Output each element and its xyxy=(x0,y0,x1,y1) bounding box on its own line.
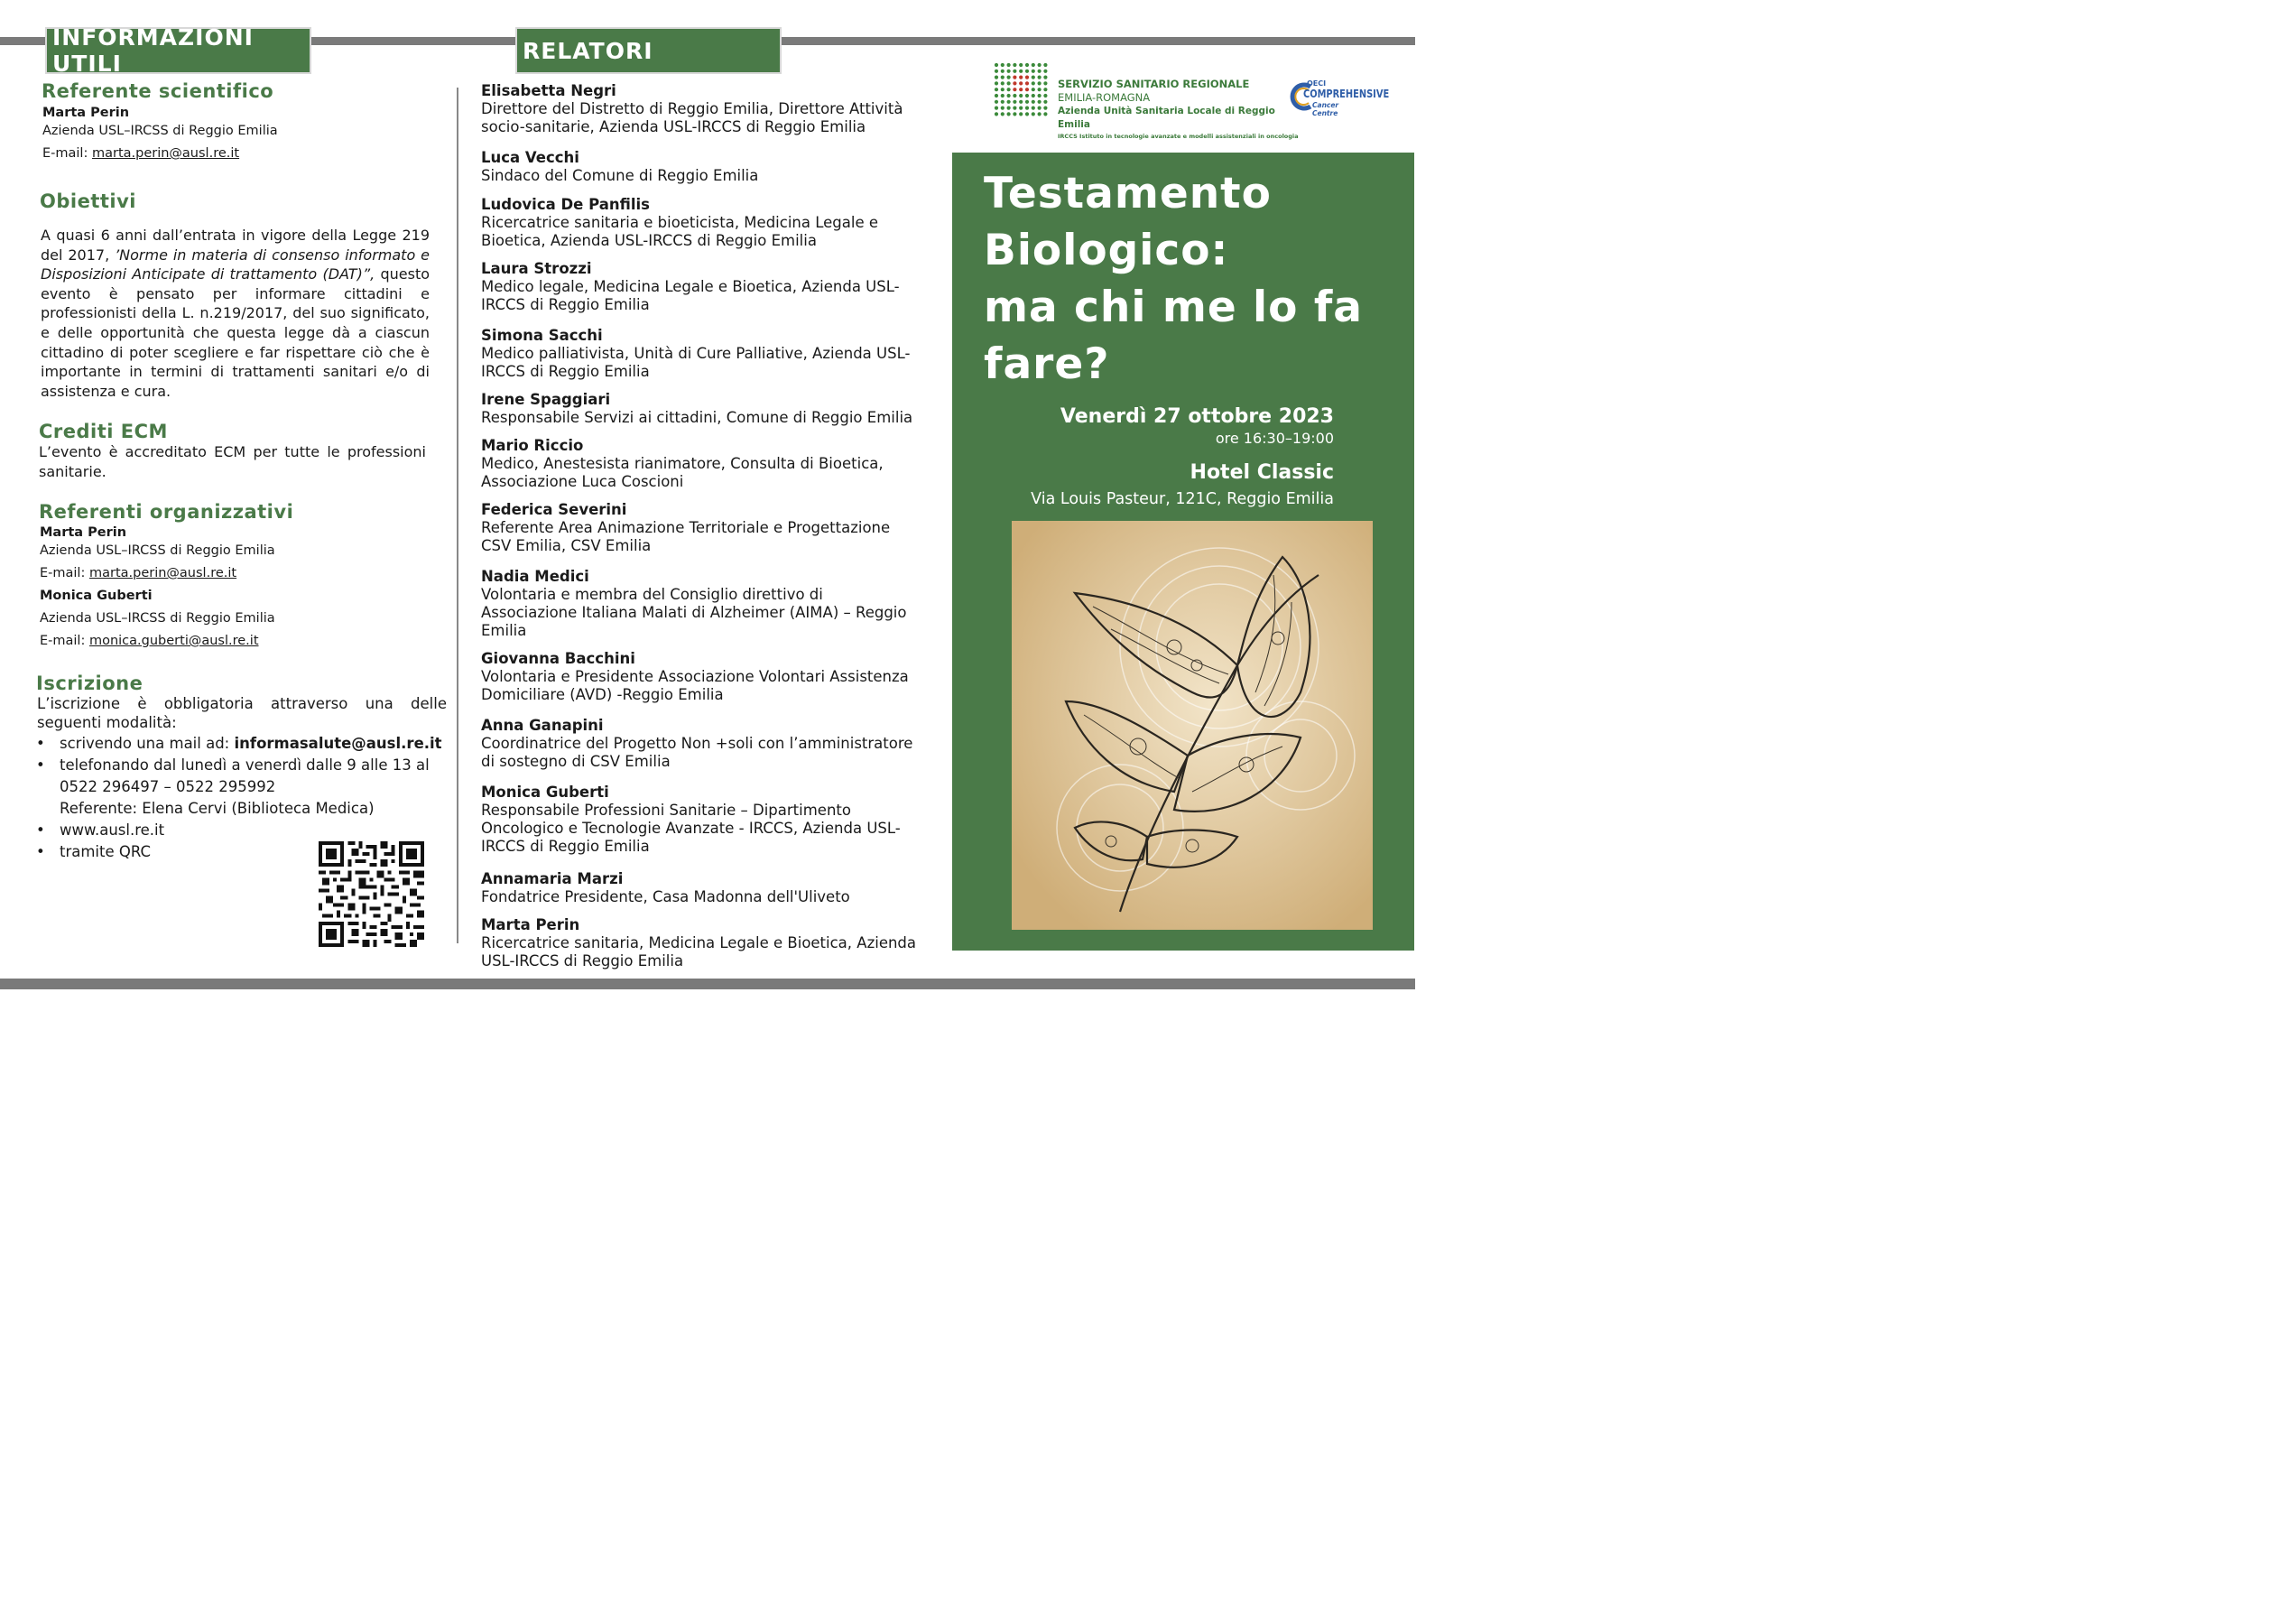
iscrizione-phone-text: telefonando dal lunedì a venerdì dalle 9 alle 13 al 0522 296497 – 0522 295992 xyxy=(60,756,430,795)
logo-dot xyxy=(1013,76,1016,79)
logo-dot xyxy=(1001,88,1004,91)
speaker-name: Giovanna Bacchini xyxy=(481,650,635,667)
logo-dot xyxy=(1001,76,1004,79)
crediti-ecm-title: Crediti ECM xyxy=(39,421,168,442)
logo-dot xyxy=(995,81,998,85)
obiettivi-title: Obiettivi xyxy=(40,190,136,212)
logo-dot xyxy=(1025,107,1029,110)
logo-dot xyxy=(1001,94,1004,97)
logo-dot xyxy=(1007,76,1011,79)
referente-org-1-org: Azienda USL–IRCSS di Reggio Emilia xyxy=(40,543,275,558)
speaker-item xyxy=(481,784,923,856)
speaker-item xyxy=(481,196,923,250)
bullet-icon: • xyxy=(36,843,45,860)
logo-dot xyxy=(1013,70,1016,73)
speaker-role: Sindaco del Comune di Reggio Emilia xyxy=(481,167,759,184)
iscrizione-intro: L’iscrizione è obbligatoria attraverso una delle seguenti modalità: xyxy=(37,695,447,731)
speaker-item xyxy=(481,650,923,704)
referente-org-1-name: Marta Perin xyxy=(40,525,127,540)
ssr-line3: Azienda Unità Sanitaria Locale di Reggio Emilia xyxy=(1058,106,1275,130)
title-line: Testamento xyxy=(984,169,1272,218)
bullet-icon: • xyxy=(36,756,45,774)
iscrizione-qr-text: tramite QRC xyxy=(60,843,152,860)
bullet-icon: • xyxy=(36,735,45,752)
logo-dot xyxy=(1032,100,1035,104)
logo-dot xyxy=(1038,112,1042,116)
logo-dot xyxy=(1043,88,1047,91)
logo-dot xyxy=(1007,81,1011,85)
logo-dot xyxy=(1032,76,1035,79)
referente-org-2-email-link[interactable]: monica.guberti@ausl.re.it xyxy=(88,634,259,648)
logo-dot xyxy=(1038,63,1042,67)
referenti-organizzativi-block xyxy=(40,524,275,650)
iscrizione-item-phone xyxy=(36,755,451,820)
event-date: Venerdì 27 ottobre 2023 xyxy=(1060,405,1334,428)
speaker-role: Direttore del Distretto di Reggio Emilia, Direttore Attività socio-sanitarie, Azienda USL-IRCCS di Reggio Emilia xyxy=(481,100,903,135)
logo-dot xyxy=(1043,94,1047,97)
obiettivi-law-title: ’Norme in materia di consenso informato e Disposizioni Anticipate di trattamento (DAT)”, xyxy=(41,246,430,283)
logo-dot xyxy=(1013,63,1016,67)
logo-dot xyxy=(1043,81,1047,85)
speaker-item xyxy=(481,717,923,771)
speaker-role: Medico, Anestesista rianimatore, Consulta di Bioetica, Associazione Luca Coscioni xyxy=(481,455,884,490)
referente-scientifico-block xyxy=(42,104,278,162)
logo-dot xyxy=(1013,88,1016,91)
speaker-item xyxy=(481,870,923,906)
logo-dot xyxy=(1019,107,1023,110)
logo-dot xyxy=(1019,88,1023,91)
logo-dot xyxy=(995,112,998,116)
logo-dot xyxy=(1025,81,1029,85)
event-time: ore 16:30–19:00 xyxy=(1215,430,1334,447)
title-line: ma chi me lo fa xyxy=(984,283,1363,332)
logo-dot xyxy=(1001,107,1004,110)
referente-scientifico-title: Referente scientifico xyxy=(42,80,274,102)
logo-dot xyxy=(1032,112,1035,116)
event-title xyxy=(984,165,1390,393)
logo-dot xyxy=(1013,81,1016,85)
logo-dot xyxy=(1032,88,1035,91)
logo-dot xyxy=(1001,70,1004,73)
feather-illustration xyxy=(1012,521,1373,930)
logo-dot xyxy=(1025,112,1029,116)
logo-dot xyxy=(1007,100,1011,104)
iscrizione-referente: Referente: Elena Cervi (Biblioteca Medica) xyxy=(60,800,375,817)
referente-org-1-email-link[interactable]: marta.perin@ausl.re.it xyxy=(88,566,237,580)
speaker-role: Medico legale, Medicina Legale e Bioetica, Azienda USL-IRCCS di Reggio Emilia xyxy=(481,278,900,313)
logo-dot xyxy=(1038,107,1042,110)
iscrizione-item-web xyxy=(36,820,451,841)
logo-dot xyxy=(1032,107,1035,110)
logo-dot xyxy=(1019,94,1023,97)
referente-scientifico-email-link[interactable]: marta.perin@ausl.re.it xyxy=(91,146,240,161)
logo-dot xyxy=(1043,70,1047,73)
logo-dot xyxy=(1025,76,1029,79)
logo-dot xyxy=(1038,94,1042,97)
speaker-role: Ricercatrice sanitaria e bioeticista, Medicina Legale e Bioetica, Azienda USL-IRCCS di Reggio Emilia xyxy=(481,214,878,249)
logo-dot xyxy=(1032,70,1035,73)
speaker-role: Medico palliativista, Unità di Cure Palliative, Azienda USL-IRCCS di Reggio Emilia xyxy=(481,345,911,380)
speaker-role: Ricercatrice sanitaria, Medicina Legale e Bioetica, Azienda USL-IRCCS di Reggio Emilia xyxy=(481,934,917,969)
ssr-irccs: IRCCS xyxy=(1058,133,1078,140)
logo-dot xyxy=(1013,107,1016,110)
cancer-centre-label: Cancer Centre xyxy=(1312,101,1339,117)
iscrizione-email-text: scrivendo una mail ad: xyxy=(60,735,235,752)
speaker-name: Nadia Medici xyxy=(481,568,589,585)
logo-dot xyxy=(1043,112,1047,116)
feather-icon xyxy=(1012,521,1373,930)
speaker-role: Volontaria e Presidente Associazione Volontari Assistenza Domiciliare (AVD) -Reggio Emilia xyxy=(481,668,909,703)
logo-dot xyxy=(1032,63,1035,67)
logo-dot xyxy=(1007,107,1011,110)
speaker-name: Ludovica De Panfilis xyxy=(481,196,651,213)
speaker-item xyxy=(481,437,923,491)
speaker-item xyxy=(481,149,923,185)
speaker-role: Fondatrice Presidente, Casa Madonna dell'Uliveto xyxy=(481,888,850,905)
logo-dot xyxy=(1007,94,1011,97)
logo-dot xyxy=(1007,88,1011,91)
obiettivi-text xyxy=(41,226,430,401)
referenti-organizzativi-title: Referenti organizzativi xyxy=(39,501,294,523)
referente-scientifico-email-row xyxy=(42,144,278,162)
comprehensive-label: COMPREHENSIVE xyxy=(1303,88,1390,100)
logo-dot xyxy=(995,88,998,91)
logo-dot xyxy=(1013,100,1016,104)
speaker-item xyxy=(481,82,923,136)
speaker-role: Referente Area Animazione Territoriale e Progettazione CSV Emilia, CSV Emilia xyxy=(481,519,891,554)
logo-dot xyxy=(1025,94,1029,97)
logo-dot xyxy=(1043,107,1047,110)
speaker-item xyxy=(481,327,923,381)
logo-dot xyxy=(1038,88,1042,91)
logo-dot xyxy=(1001,100,1004,104)
speaker-item xyxy=(481,260,923,314)
logo-dot xyxy=(1001,63,1004,67)
logo-dot xyxy=(995,70,998,73)
email-label: E-mail: xyxy=(42,146,92,161)
speaker-name: Irene Spaggiari xyxy=(481,391,611,408)
logo-dot xyxy=(1019,76,1023,79)
speaker-name: Anna Ganapini xyxy=(481,717,604,734)
logo-dot xyxy=(995,107,998,110)
logo-dot xyxy=(1032,94,1035,97)
header-relatori: RELATORI xyxy=(515,27,782,74)
logo-dot xyxy=(1001,81,1004,85)
logo-dot xyxy=(1043,100,1047,104)
column-divider xyxy=(457,88,458,943)
speaker-item xyxy=(481,916,923,970)
speaker-role: Responsabile Servizi ai cittadini, Comune di Reggio Emilia xyxy=(481,409,913,426)
bullet-icon: • xyxy=(36,821,45,839)
iscrizione-title: Iscrizione xyxy=(36,673,144,694)
logo-dot xyxy=(1001,112,1004,116)
iscrizione-web-link[interactable]: www.ausl.re.it xyxy=(60,821,165,839)
speaker-item xyxy=(481,501,923,555)
crediti-ecm-text: L’evento è accreditato ECM per tutte le professioni sanitarie. xyxy=(39,443,426,480)
speaker-name: Monica Guberti xyxy=(481,784,609,801)
obiettivi-text-2: questo evento è pensato per informare cittadini e professionisti della L. n.219/2017, del suo significato, e delle opportunità che questa legge dà a ciascun cittadino di poter scegliere e far rispettare ciò che è importante in termini di trattamenti sanitari e/o di assistenza e cura. xyxy=(41,265,430,400)
logo-dot xyxy=(1043,76,1047,79)
referente-scientifico-name: Marta Perin xyxy=(42,106,130,120)
speaker-name: Luca Vecchi xyxy=(481,149,579,166)
referente-scientifico-org: Azienda USL–IRCSS di Reggio Emilia xyxy=(42,124,278,138)
speaker-role: Responsabile Professioni Sanitarie – Dipartimento Oncologico e Tecnologie Avanzate - IRCCS, Azienda USL-IRCCS di Reggio Emilia xyxy=(481,802,901,855)
logo-dot xyxy=(1019,81,1023,85)
bottom-band xyxy=(0,979,1415,989)
logo-dot xyxy=(1019,63,1023,67)
event-venue: Hotel Classic xyxy=(1190,461,1334,484)
logo-dot xyxy=(1043,63,1047,67)
logo-dot xyxy=(1025,100,1029,104)
logo-dot xyxy=(995,76,998,79)
header-informazioni-utili: INFORMAZIONI UTILI xyxy=(45,27,311,74)
speaker-item xyxy=(481,391,923,427)
event-address: Via Louis Pasteur, 121C, Reggio Emilia xyxy=(1031,490,1334,508)
logo-dot xyxy=(1019,112,1023,116)
speaker-name: Elisabetta Negri xyxy=(481,82,616,99)
logo-dot xyxy=(1038,81,1042,85)
logo-dot xyxy=(1025,88,1029,91)
email-label: E-mail: xyxy=(40,566,89,580)
iscrizione-item-email xyxy=(36,733,451,755)
ssr-line2: EMILIA-ROMAGNA xyxy=(1058,91,1151,104)
logo-dot xyxy=(1019,70,1023,73)
logo-dot xyxy=(1032,81,1035,85)
speaker-name: Annamaria Marzi xyxy=(481,870,624,887)
logo-dot xyxy=(1038,100,1042,104)
ssr-line4 xyxy=(1058,132,1299,142)
speaker-item xyxy=(481,568,923,640)
logo-dot xyxy=(995,63,998,67)
logo-dot xyxy=(1025,63,1029,67)
logo-dot xyxy=(1025,70,1029,73)
referente-org-2-org: Azienda USL–IRCSS di Reggio Emilia xyxy=(40,611,275,626)
speaker-name: Federica Severini xyxy=(481,501,627,518)
ssr-line1: SERVIZIO SANITARIO REGIONALE xyxy=(1058,78,1250,90)
referente-org-2-name: Monica Guberti xyxy=(40,589,153,603)
title-line: Biologico: xyxy=(984,226,1229,275)
referente-org-1-email-row xyxy=(40,564,275,582)
speaker-name: Marta Perin xyxy=(481,916,580,933)
iscrizione-email-link[interactable]: informasalute@ausl.re.it xyxy=(234,735,442,752)
oeci-label: OECI xyxy=(1307,79,1327,88)
email-label: E-mail: xyxy=(40,634,89,648)
logo-dot xyxy=(995,100,998,104)
logo-dot xyxy=(995,94,998,97)
logo-dot xyxy=(1007,63,1011,67)
logo-dot xyxy=(1013,112,1016,116)
ssr-dots-icon xyxy=(993,61,1049,117)
logo-dot xyxy=(1019,100,1023,104)
referente-org-2-email-row xyxy=(40,632,275,650)
obiettivi-text-1: A quasi 6 anni dall’entrata in vigore della Legge 219 del 2017, xyxy=(41,227,430,264)
speaker-role: Coordinatrice del Progetto Non +soli con l’amministratore di sostegno di CSV Emilia xyxy=(481,735,913,770)
logo-dot xyxy=(1007,112,1011,116)
speaker-name: Simona Sacchi xyxy=(481,327,603,344)
logo-dot xyxy=(1007,70,1011,73)
logo-dot xyxy=(1038,70,1042,73)
logo-dot xyxy=(1013,94,1016,97)
ssr-irccs-desc: Istituto in tecnologie avanzate e modelli assistenziali in oncologia xyxy=(1077,133,1299,140)
logo-dot xyxy=(1038,76,1042,79)
speaker-name: Laura Strozzi xyxy=(481,260,592,277)
qr-code-icon[interactable] xyxy=(319,841,424,947)
speaker-name: Mario Riccio xyxy=(481,437,584,454)
speaker-role: Volontaria e membra del Consiglio direttivo di Associazione Italiana Malati di Alzheimer (AIMA) – Reggio Emilia xyxy=(481,586,907,639)
title-line: fare? xyxy=(984,339,1110,389)
